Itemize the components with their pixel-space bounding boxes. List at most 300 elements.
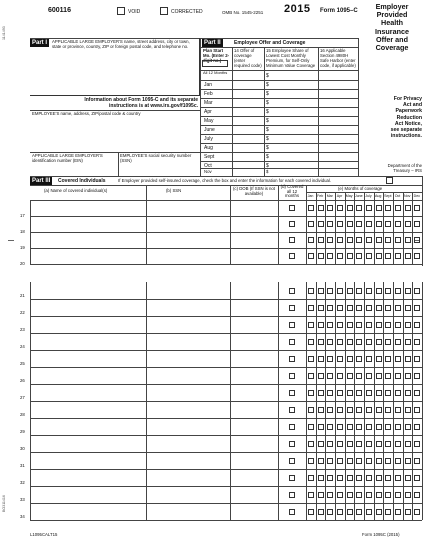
month-checkbox[interactable] — [318, 322, 324, 328]
ssn-field[interactable] — [118, 163, 200, 176]
month-checkbox[interactable] — [337, 492, 343, 498]
column-line — [403, 282, 404, 520]
employer-name-field[interactable] — [30, 38, 200, 96]
form-name: Form 1095–C — [320, 8, 358, 14]
month-checkbox[interactable] — [405, 509, 411, 515]
month-checkbox[interactable] — [405, 407, 411, 413]
month-checkbox[interactable] — [327, 458, 333, 464]
row-number: 32 — [20, 480, 25, 485]
month-checkbox[interactable] — [414, 509, 420, 515]
column-line — [383, 192, 384, 200]
part3-label: Part III — [32, 178, 51, 184]
month-checkbox[interactable] — [347, 288, 353, 294]
month-checkbox[interactable] — [318, 221, 324, 227]
part2-label: Part II — [204, 40, 221, 46]
title-line: Health — [381, 18, 403, 28]
month-checkbox[interactable] — [347, 492, 353, 498]
month-checkbox[interactable] — [414, 322, 420, 328]
month-checkbox[interactable] — [327, 339, 333, 345]
month-checkbox[interactable] — [356, 322, 362, 328]
row-number: 28 — [20, 412, 25, 417]
month-checkbox[interactable] — [366, 407, 372, 413]
month-checkbox[interactable] — [405, 221, 411, 227]
coverage-checkbox[interactable] — [289, 509, 295, 515]
month-checkbox[interactable] — [347, 305, 353, 311]
month-checkbox[interactable] — [337, 424, 343, 430]
month-checkbox[interactable] — [356, 221, 362, 227]
month-checkbox[interactable] — [405, 492, 411, 498]
month-checkbox[interactable] — [376, 339, 382, 345]
month-checkbox[interactable] — [327, 237, 333, 243]
coverage-checkbox[interactable] — [289, 305, 295, 311]
month-checkbox[interactable] — [308, 221, 314, 227]
month-checkbox[interactable] — [308, 305, 314, 311]
month-checkbox[interactable] — [395, 221, 401, 227]
coverage-checkbox[interactable] — [289, 253, 295, 259]
month-checkbox[interactable] — [385, 288, 391, 294]
month-checkbox[interactable] — [356, 356, 362, 362]
month-label: May — [204, 118, 214, 124]
month-checkbox[interactable] — [414, 458, 420, 464]
dollar-sign: $ — [266, 163, 269, 169]
month-checkbox[interactable] — [385, 458, 391, 464]
coverage-checkbox[interactable] — [289, 407, 295, 413]
month-checkbox[interactable] — [376, 458, 382, 464]
month-checkbox[interactable] — [308, 205, 314, 211]
month-checkbox[interactable] — [366, 492, 372, 498]
month-checkbox[interactable] — [327, 322, 333, 328]
margin-code-bottom: BO311416 — [2, 495, 6, 512]
month-checkbox[interactable] — [347, 390, 353, 396]
month-checkbox[interactable] — [318, 339, 324, 345]
month-checkbox[interactable] — [414, 356, 420, 362]
month-checkbox[interactable] — [385, 221, 391, 227]
month-checkbox[interactable] — [356, 373, 362, 379]
month-checkbox[interactable] — [347, 441, 353, 447]
coverage-checkbox[interactable] — [289, 288, 295, 294]
month-checkbox[interactable] — [376, 390, 382, 396]
month-checkbox[interactable] — [366, 373, 372, 379]
coverage-month: Mar — [326, 194, 333, 198]
month-checkbox[interactable] — [308, 288, 314, 294]
month-checkbox[interactable] — [347, 253, 353, 259]
month-checkbox[interactable] — [376, 288, 382, 294]
month-checkbox[interactable] — [327, 492, 333, 498]
month-checkbox[interactable] — [308, 373, 314, 379]
month-checkbox[interactable] — [308, 356, 314, 362]
month-checkbox[interactable] — [347, 458, 353, 464]
month-checkbox[interactable] — [337, 288, 343, 294]
month-checkbox[interactable] — [356, 339, 362, 345]
column-line — [374, 282, 375, 520]
month-checkbox[interactable] — [376, 356, 382, 362]
month-checkbox[interactable] — [337, 441, 343, 447]
month-checkbox[interactable] — [414, 390, 420, 396]
month-checkbox[interactable] — [327, 475, 333, 481]
month-checkbox[interactable] — [414, 253, 420, 259]
month-checkbox[interactable] — [395, 441, 401, 447]
month-label: Aug — [204, 145, 213, 151]
month-checkbox[interactable] — [308, 339, 314, 345]
month-checkbox[interactable] — [318, 288, 324, 294]
month-checkbox[interactable] — [318, 407, 324, 413]
month-checkbox[interactable] — [366, 305, 372, 311]
month-checkbox[interactable] — [366, 441, 372, 447]
month-checkbox[interactable] — [414, 441, 420, 447]
employee-label: EMPLOYEE'S name, address, ZIP/postal code & country — [32, 111, 141, 116]
month-checkbox[interactable] — [385, 322, 391, 328]
dollar-sign: $ — [266, 145, 269, 151]
column-line — [393, 200, 394, 264]
month-checkbox[interactable] — [337, 305, 343, 311]
month-checkbox[interactable] — [376, 509, 382, 515]
ein-label: APPLICABLE LARGE EMPLOYER'S identification number (EIN) — [32, 153, 103, 163]
month-checkbox[interactable] — [395, 424, 401, 430]
month-checkbox[interactable] — [414, 221, 420, 227]
month-checkbox[interactable] — [366, 424, 372, 430]
coverage-checkbox[interactable] — [289, 221, 295, 227]
month-checkbox[interactable] — [376, 492, 382, 498]
month-checkbox[interactable] — [356, 305, 362, 311]
month-checkbox[interactable] — [414, 339, 420, 345]
month-checkbox[interactable] — [347, 237, 353, 243]
month-checkbox[interactable] — [308, 390, 314, 396]
month-checkbox[interactable] — [405, 205, 411, 211]
column-line — [146, 282, 147, 520]
month-checkbox[interactable] — [385, 205, 391, 211]
month-checkbox[interactable] — [318, 356, 324, 362]
month-checkbox[interactable] — [395, 356, 401, 362]
month-checkbox[interactable] — [356, 237, 362, 243]
month-checkbox[interactable] — [385, 373, 391, 379]
month-checkbox[interactable] — [395, 475, 401, 481]
dollar-sign: $ — [266, 136, 269, 142]
coverage-month: May — [345, 194, 353, 198]
footer-code: L1095CALT15 — [30, 532, 58, 537]
coverage-checkbox[interactable] — [289, 356, 295, 362]
month-checkbox[interactable] — [405, 322, 411, 328]
row-line — [30, 520, 422, 521]
coverage-month: July — [365, 194, 372, 198]
month-checkbox[interactable] — [327, 356, 333, 362]
column-line — [146, 200, 147, 264]
month-checkbox[interactable] — [405, 373, 411, 379]
month-checkbox[interactable] — [385, 509, 391, 515]
void-label: VOID — [128, 9, 141, 15]
month-checkbox[interactable] — [318, 305, 324, 311]
month-checkbox[interactable] — [376, 237, 382, 243]
month-checkbox[interactable] — [376, 205, 382, 211]
month-checkbox[interactable] — [356, 253, 362, 259]
month-checkbox[interactable] — [414, 424, 420, 430]
title-line: Insurance — [375, 26, 409, 36]
month-checkbox[interactable] — [366, 237, 372, 243]
month-checkbox[interactable] — [395, 339, 401, 345]
column-line — [393, 282, 394, 520]
month-checkbox[interactable] — [414, 373, 420, 379]
month-checkbox[interactable] — [356, 509, 362, 515]
month-checkbox[interactable] — [405, 288, 411, 294]
month-checkbox[interactable] — [337, 221, 343, 227]
coverage-month: Apr — [336, 194, 343, 198]
coverage-checkbox[interactable] — [289, 339, 295, 345]
month-checkbox[interactable] — [395, 322, 401, 328]
month-checkbox[interactable] — [337, 458, 343, 464]
month-checkbox[interactable] — [327, 205, 333, 211]
month-checkbox[interactable] — [337, 356, 343, 362]
month-checkbox[interactable] — [318, 509, 324, 515]
month-checkbox[interactable] — [318, 424, 324, 430]
column-line — [316, 282, 317, 520]
footer-form: Form 1095C (2015) — [362, 532, 400, 537]
month-checkbox[interactable] — [356, 424, 362, 430]
coverage-checkbox[interactable] — [289, 373, 295, 379]
month-label: Jan — [204, 82, 213, 88]
employee-name-field[interactable] — [30, 117, 200, 152]
month-checkbox[interactable] — [395, 288, 401, 294]
month-checkbox[interactable] — [308, 458, 314, 464]
month-checkbox[interactable] — [327, 509, 333, 515]
title-line: Provided — [376, 10, 408, 20]
month-checkbox[interactable] — [376, 475, 382, 481]
coverage-checkbox[interactable] — [289, 322, 295, 328]
title-line: Employer — [375, 2, 409, 11]
month-checkbox[interactable] — [337, 237, 343, 243]
row-number: 29 — [20, 429, 25, 434]
month-checkbox[interactable] — [347, 475, 353, 481]
month-checkbox[interactable] — [366, 339, 372, 345]
part3-title: Covered Individuals — [58, 178, 106, 184]
month-checkbox[interactable] — [385, 441, 391, 447]
plan-start-field[interactable] — [202, 60, 228, 67]
month-checkbox[interactable] — [356, 407, 362, 413]
dollar-sign: $ — [266, 91, 269, 97]
month-checkbox[interactable] — [414, 288, 420, 294]
coverage-checkbox[interactable] — [289, 205, 295, 211]
part1-label: Part I — [32, 40, 48, 46]
month-checkbox[interactable] — [347, 221, 353, 227]
month-checkbox[interactable] — [308, 441, 314, 447]
month-checkbox[interactable] — [337, 390, 343, 396]
month-checkbox[interactable] — [405, 305, 411, 311]
month-checkbox[interactable] — [327, 288, 333, 294]
month-checkbox[interactable] — [395, 407, 401, 413]
month-checkbox[interactable] — [385, 305, 391, 311]
department-label: Department of the Treasury – IRS — [387, 163, 422, 173]
month-checkbox[interactable] — [337, 253, 343, 259]
column-line — [230, 185, 231, 200]
month-checkbox[interactable] — [385, 390, 391, 396]
month-checkbox[interactable] — [395, 373, 401, 379]
month-checkbox[interactable] — [366, 458, 372, 464]
month-checkbox[interactable] — [347, 373, 353, 379]
month-checkbox[interactable] — [347, 424, 353, 430]
month-checkbox[interactable] — [347, 322, 353, 328]
column-line — [374, 200, 375, 264]
month-checkbox[interactable] — [327, 305, 333, 311]
month-checkbox[interactable] — [376, 424, 382, 430]
row-number: 22 — [20, 310, 25, 315]
month-checkbox[interactable] — [405, 339, 411, 345]
month-checkbox[interactable] — [327, 373, 333, 379]
month-checkbox[interactable] — [356, 441, 362, 447]
month-checkbox[interactable] — [318, 205, 324, 211]
row-number: 26 — [20, 378, 25, 383]
month-checkbox[interactable] — [337, 475, 343, 481]
month-checkbox[interactable] — [395, 390, 401, 396]
coverage-checkbox[interactable] — [289, 441, 295, 447]
month-checkbox[interactable] — [327, 221, 333, 227]
month-checkbox[interactable] — [376, 407, 382, 413]
month-checkbox[interactable] — [308, 237, 314, 243]
month-checkbox[interactable] — [414, 475, 420, 481]
month-checkbox[interactable] — [414, 237, 420, 243]
month-checkbox[interactable] — [366, 509, 372, 515]
month-checkbox[interactable] — [385, 424, 391, 430]
month-checkbox[interactable] — [308, 322, 314, 328]
month-checkbox[interactable] — [318, 237, 324, 243]
month-checkbox[interactable] — [308, 509, 314, 515]
void-checkbox[interactable] — [117, 7, 125, 15]
month-checkbox[interactable] — [395, 305, 401, 311]
month-checkbox[interactable] — [356, 390, 362, 396]
month-checkbox[interactable] — [337, 322, 343, 328]
month-checkbox[interactable] — [385, 356, 391, 362]
coverage-checkbox[interactable] — [289, 390, 295, 396]
month-checkbox[interactable] — [347, 356, 353, 362]
month-checkbox[interactable] — [356, 475, 362, 481]
month-checkbox[interactable] — [337, 339, 343, 345]
month-checkbox[interactable] — [395, 509, 401, 515]
month-checkbox[interactable] — [376, 305, 382, 311]
month-checkbox[interactable] — [347, 509, 353, 515]
month-checkbox[interactable] — [366, 356, 372, 362]
month-checkbox[interactable] — [385, 407, 391, 413]
month-checkbox[interactable] — [376, 253, 382, 259]
month-checkbox[interactable] — [405, 458, 411, 464]
month-checkbox[interactable] — [405, 424, 411, 430]
month-checkbox[interactable] — [405, 390, 411, 396]
month-checkbox[interactable] — [327, 407, 333, 413]
month-checkbox[interactable] — [308, 253, 314, 259]
month-checkbox[interactable] — [366, 253, 372, 259]
month-checkbox[interactable] — [308, 475, 314, 481]
month-checkbox[interactable] — [376, 221, 382, 227]
month-checkbox[interactable] — [308, 407, 314, 413]
month-checkbox[interactable] — [318, 475, 324, 481]
month-checkbox[interactable] — [385, 237, 391, 243]
month-checkbox[interactable] — [376, 441, 382, 447]
month-checkbox[interactable] — [395, 492, 401, 498]
month-checkbox[interactable] — [318, 253, 324, 259]
month-checkbox[interactable] — [327, 441, 333, 447]
month-checkbox[interactable] — [385, 475, 391, 481]
month-checkbox[interactable] — [318, 373, 324, 379]
month-checkbox[interactable] — [395, 458, 401, 464]
month-checkbox[interactable] — [318, 441, 324, 447]
corrected-checkbox[interactable] — [160, 7, 168, 15]
row-number: 23 — [20, 327, 25, 332]
month-checkbox[interactable] — [405, 253, 411, 259]
month-checkbox[interactable] — [414, 492, 420, 498]
column-line — [354, 282, 355, 520]
month-checkbox[interactable] — [318, 492, 324, 498]
month-checkbox[interactable] — [366, 205, 372, 211]
month-checkbox[interactable] — [337, 407, 343, 413]
title-line: Offer and — [376, 34, 408, 44]
month-checkbox[interactable] — [327, 253, 333, 259]
month-checkbox[interactable] — [327, 424, 333, 430]
month-checkbox[interactable] — [385, 253, 391, 259]
month-checkbox[interactable] — [337, 509, 343, 515]
self-insured-checkbox[interactable] — [386, 177, 393, 184]
month-checkbox[interactable] — [308, 424, 314, 430]
month-checkbox[interactable] — [414, 407, 420, 413]
month-checkbox[interactable] — [366, 475, 372, 481]
coverage-checkbox[interactable] — [289, 424, 295, 430]
month-checkbox[interactable] — [376, 322, 382, 328]
coverage-checkbox[interactable] — [289, 237, 295, 243]
month-checkbox[interactable] — [347, 205, 353, 211]
month-checkbox[interactable] — [356, 288, 362, 294]
month-checkbox[interactable] — [366, 221, 372, 227]
ein-field[interactable] — [30, 163, 118, 176]
coverage-checkbox[interactable] — [289, 492, 295, 498]
month-checkbox[interactable] — [337, 205, 343, 211]
coverage-checkbox[interactable] — [289, 475, 295, 481]
plan-start-label: Plan Start Mo. (Enter 2-digit no.) — [203, 48, 230, 63]
title-line: Coverage — [375, 43, 409, 53]
month-checkbox[interactable] — [405, 356, 411, 362]
month-checkbox[interactable] — [318, 458, 324, 464]
column-line — [422, 200, 423, 264]
col-d-label: (d) Covered all 12 months — [280, 184, 304, 199]
month-checkbox[interactable] — [366, 390, 372, 396]
column-line — [403, 200, 404, 264]
row-number: 19 — [20, 245, 25, 250]
column-line — [325, 200, 326, 264]
row-number: 31 — [20, 463, 25, 468]
month-checkbox[interactable] — [366, 288, 372, 294]
month-checkbox[interactable] — [356, 492, 362, 498]
month-checkbox[interactable] — [308, 492, 314, 498]
month-checkbox[interactable] — [414, 305, 420, 311]
column-line — [354, 192, 355, 200]
month-checkbox[interactable] — [318, 390, 324, 396]
coverage-checkbox[interactable] — [289, 458, 295, 464]
month-checkbox[interactable] — [405, 441, 411, 447]
month-checkbox[interactable] — [395, 253, 401, 259]
month-checkbox[interactable] — [395, 205, 401, 211]
month-checkbox[interactable] — [347, 339, 353, 345]
month-checkbox[interactable] — [327, 390, 333, 396]
month-checkbox[interactable] — [405, 475, 411, 481]
month-checkbox[interactable] — [414, 205, 420, 211]
row-number: 17 — [20, 213, 25, 218]
month-checkbox[interactable] — [395, 237, 401, 243]
month-checkbox[interactable] — [385, 492, 391, 498]
column-line — [364, 282, 365, 520]
month-checkbox[interactable] — [356, 458, 362, 464]
month-checkbox[interactable] — [337, 373, 343, 379]
month-checkbox[interactable] — [376, 373, 382, 379]
column-line — [335, 200, 336, 264]
month-checkbox[interactable] — [405, 237, 411, 243]
month-checkbox[interactable] — [356, 205, 362, 211]
month-checkbox[interactable] — [366, 322, 372, 328]
month-checkbox[interactable] — [347, 407, 353, 413]
month-checkbox[interactable] — [385, 339, 391, 345]
